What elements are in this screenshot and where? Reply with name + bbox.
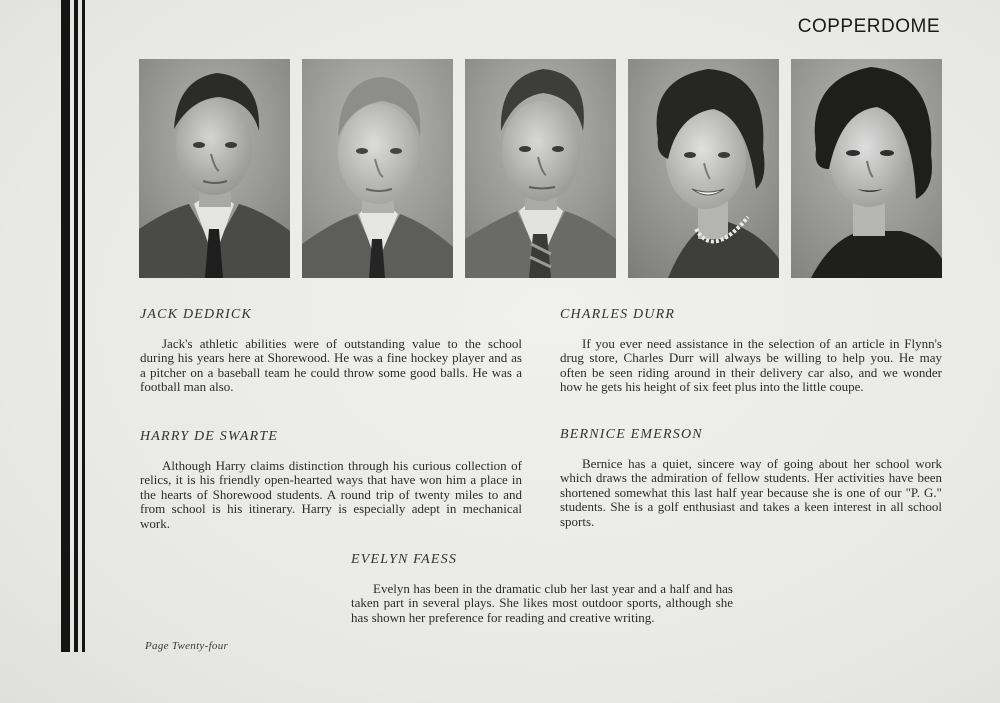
- left-rule-thick: [61, 0, 70, 652]
- bio-text: If you ever need assistance in the selection of an article in Flynn's drug store, Charles Durr will always be willing to help you. He may often be seen riding around in their delivery car also, and we wonder how he gets his height of six feet plus into the little coupe.: [560, 335, 942, 394]
- bio-name: CHARLES DURR: [560, 307, 676, 322]
- portrait-photo-icon: [139, 59, 290, 278]
- bio-harry-de-swarte: [140, 430, 522, 531]
- page-number: Page Twenty-four: [145, 640, 229, 652]
- portrait-jack-dedrick: [139, 59, 290, 278]
- portrait-bernice-emerson: [628, 59, 779, 278]
- portrait-photo-icon: [791, 59, 942, 278]
- bio-text: Bernice has a quiet, sincere way of going about her school work which draws the admiration of fellow students. Her activities have been shortened somewhat this last half year because she is one of our "P. G." students. She is a golf enthusiast and takes a keen interest in all school sports.: [560, 455, 942, 529]
- portrait-evelyn-faess: [791, 59, 942, 278]
- bio-bernice-emerson: [560, 428, 942, 529]
- portrait-photo-icon: [628, 59, 779, 278]
- portrait-harry-de-swarte: [465, 59, 616, 278]
- portrait-charles-durr: [302, 59, 453, 278]
- portrait-photo-icon: [302, 59, 453, 278]
- left-rule-thin: [82, 0, 85, 652]
- bio-jack-dedrick: [140, 308, 522, 395]
- bio-evelyn-faess: [351, 553, 733, 625]
- bio-name: JACK DEDRICK: [140, 307, 253, 322]
- bio-text: Jack's athletic abilities were of outstanding value to the school during his years here at Shorewood. He was a fine hockey player and as a pitcher on a baseball team he could throw some good balls. He was a football man also.: [140, 335, 522, 394]
- bio-name: BERNICE EMERSON: [560, 427, 703, 442]
- bio-text: Although Harry claims distinction through his curious collection of relics, it is his friendly open-hearted ways that have won him a place in the hearts of Shorewood students. A round trip of twenty miles to and from school is his itinerary. Harry is especially adept in mechanical work.: [140, 457, 522, 531]
- left-rule-medium: [74, 0, 78, 652]
- bio-text: Evelyn has been in the dramatic club her last year and a half and has taken part in several plays. She likes most outdoor sports, although she has shown her preference for reading and creative writing.: [351, 580, 733, 625]
- portrait-photo-icon: [465, 59, 616, 278]
- bio-name: EVELYN FAESS: [351, 552, 458, 567]
- bio-name: HARRY DE SWARTE: [140, 429, 279, 444]
- yearbook-title: COPPERDOME: [797, 16, 940, 37]
- bio-charles-durr: [560, 308, 942, 395]
